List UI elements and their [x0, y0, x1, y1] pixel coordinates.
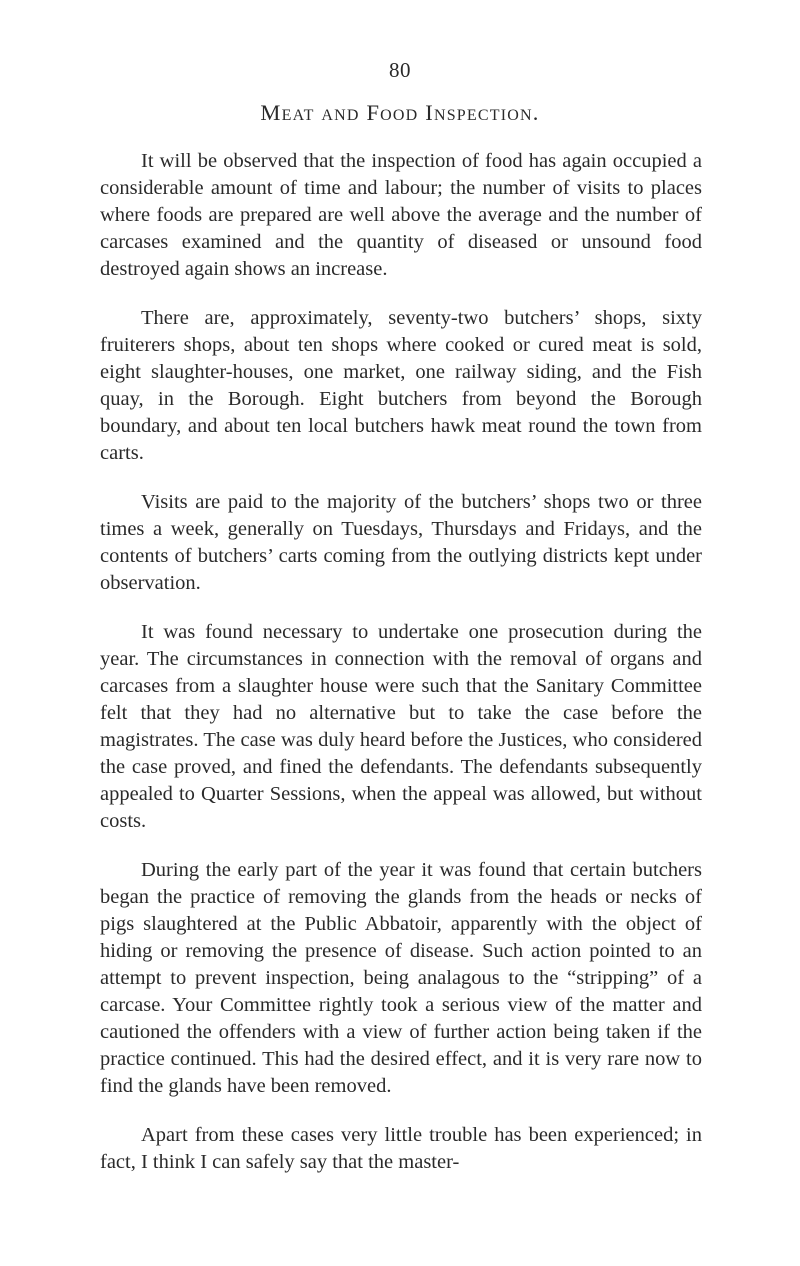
section-heading: Meat and Food Inspection. [260, 100, 540, 125]
body-text [100, 148, 702, 1198]
paragraph-continuation: Apart from these cases very little trouble has been experienced; in fact, I think I can safely say that the master- [100, 1124, 702, 1173]
paragraph-premises-count: There are, approximately, seventy-two butchers’ shops, sixty fruiterers shops, about ten shops where cooked or cured meat is sold, eight slaughter-houses, one market, one railway siding, and the Fish quay, in the Borough. Eight butchers from beyond the Borough boundary, and about ten local butchers hawk meat round the town from carts. [100, 307, 702, 464]
paragraph-gland-removal: During the early part of the year it was found that certain butchers began the practice of removing the glands from the heads or necks of pigs slaughtered at the Public Abbatoir, apparently with the object of hiding or removing the presence of disease. Such action pointed to an attempt to prevent inspection, being analagous to the “stripping” of a carcase. Your Committee rightly took a serious view of the matter and cautioned the offenders with a view of further action being taken if the practice continued. This had the desired effect, and it is very rare now to find the glands have been removed. [100, 859, 702, 1097]
page-number: 80 [389, 58, 411, 82]
paragraph-food-inspection-overview: It will be observed that the inspection of food has again occupied a considerable amount of time and labour; the number of visits to places where foods are prepared are well above the average and the number of carcases examined and the quantity of diseased or unsound food destroyed again shows an increase. [100, 150, 702, 280]
paragraph-prosecution: It was found necessary to undertake one prosecution during the year. The circumstances in connection with the removal of organs and carcases from a slaughter house were such that the Sanitary Committee felt that they had no alternative but to take the case before the magistrates. The case was duly heard before the Justices, who considered the case proved, and fined the defendants. The defendants subsequently appealed to Quarter Sessions, when the appeal was allowed, but without costs. [100, 621, 702, 832]
paragraph-visit-schedule: Visits are paid to the majority of the butchers’ shops two or three times a week, generally on Tuesdays, Thursdays and Fridays, and the contents of butchers’ carts coming from the outlying districts kept under observation. [100, 491, 702, 594]
